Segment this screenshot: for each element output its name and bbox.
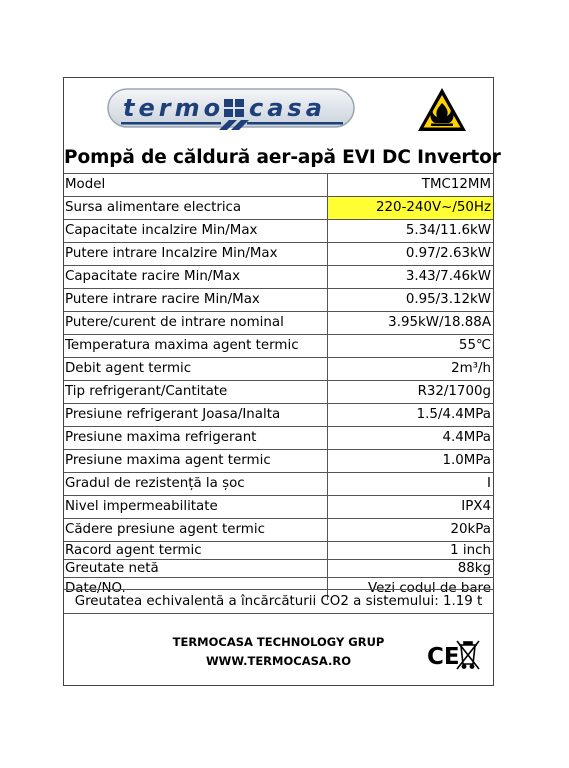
spec-value: 2m³/h: [328, 358, 494, 381]
svg-text:termo: termo: [123, 94, 225, 122]
compliance-marks-graphic: [426, 638, 482, 672]
spec-label: Cădere presiune agent termic: [64, 519, 328, 542]
spec-label: Presiune refrigerant Joasa/Inalta: [64, 404, 328, 427]
svg-text:casa: casa: [249, 94, 326, 122]
product-title: Pompă de căldură aer-apă EVI DC Invertor: [64, 147, 501, 168]
spec-value: 88kg: [328, 560, 494, 578]
spec-value: I: [328, 473, 494, 496]
spec-value: 1.5/4.4MPa: [328, 404, 494, 427]
ce-mark: CE: [427, 644, 460, 670]
spec-label: Debit agent termic: [64, 358, 328, 381]
spec-value: R32/1700g: [328, 381, 494, 404]
spec-label: Greutate netă: [64, 560, 328, 578]
spec-label: Gradul de rezistență la șoc: [64, 473, 328, 496]
spec-value: 0.97/2.63kW: [328, 243, 494, 266]
spec-label: Racord agent termic: [64, 542, 328, 560]
company-name: TERMOCASA TECHNOLOGY GRUP: [172, 635, 385, 649]
table-row: [64, 496, 493, 519]
spec-value: 3.95kW/18.88A: [328, 312, 494, 335]
spec-label: Putere/curent de intrare nominal: [64, 312, 328, 335]
spec-value: 1.0MPa: [328, 450, 494, 473]
table-row: [64, 220, 493, 243]
table-row: [64, 427, 493, 450]
spec-label: Putere intrare Incalzire Min/Max: [64, 243, 328, 266]
table-row: [64, 312, 493, 335]
table-row: [64, 289, 493, 312]
spec-value: 55℃: [328, 335, 494, 358]
spec-value: 3.43/7.46kW: [328, 266, 494, 289]
spec-value: 4.4MPa: [328, 427, 494, 450]
compliance-marks: [426, 638, 482, 672]
table-row: [64, 266, 493, 289]
spec-value: TMC12MM: [328, 174, 494, 197]
table-row: [64, 450, 493, 473]
termocasa-logo: [107, 86, 355, 134]
spec-value-highlighted: 220-240V~/50Hz: [328, 197, 494, 220]
table-row: [64, 174, 493, 197]
spec-label: Model: [64, 174, 328, 197]
co2-equivalent-note: Greutatea echivalentă a încărcăturii CO2 a sistemului: 1.19 t: [64, 589, 493, 614]
label-header: [64, 78, 501, 173]
spec-label: Date/NO.: [64, 578, 328, 601]
table-row: [64, 381, 493, 404]
spec-label: Tip refrigerant/Cantitate: [64, 381, 328, 404]
spec-label: Nivel impermeabilitate: [64, 496, 328, 519]
table-row: [64, 243, 493, 266]
specifications-table: [64, 173, 493, 600]
spec-label: Presiune maxima refrigerant: [64, 427, 328, 450]
table-row: [64, 473, 493, 496]
table-row: [64, 404, 493, 427]
spec-value: 0.95/3.12kW: [328, 289, 494, 312]
table-row: [64, 542, 493, 560]
spec-value: 5.34/11.6kW: [328, 220, 494, 243]
spec-label: Capacitate racire Min/Max: [64, 266, 328, 289]
spec-label: Presiune maxima agent termic: [64, 450, 328, 473]
spec-label: Temperatura maxima agent termic: [64, 335, 328, 358]
spec-value: Vezi codul de bare: [328, 578, 494, 601]
spec-value: 20kPa: [328, 519, 494, 542]
table-row: [64, 560, 493, 578]
spec-value: IPX4: [328, 496, 494, 519]
spec-value: 1 inch: [328, 542, 494, 560]
table-row: [64, 197, 493, 220]
flammable-warning-icon: [416, 86, 468, 134]
table-row: [64, 519, 493, 542]
table-row: [64, 335, 493, 358]
spec-label: Putere intrare racire Min/Max: [64, 289, 328, 312]
product-label: [63, 77, 501, 686]
spec-label: Capacitate incalzire Min/Max: [64, 220, 328, 243]
spec-label: Sursa alimentare electrica: [64, 197, 328, 220]
crossed-bin-icon: [457, 641, 479, 669]
table-row: [64, 358, 493, 381]
company-website: WWW.TERMOCASA.RO: [206, 654, 351, 668]
